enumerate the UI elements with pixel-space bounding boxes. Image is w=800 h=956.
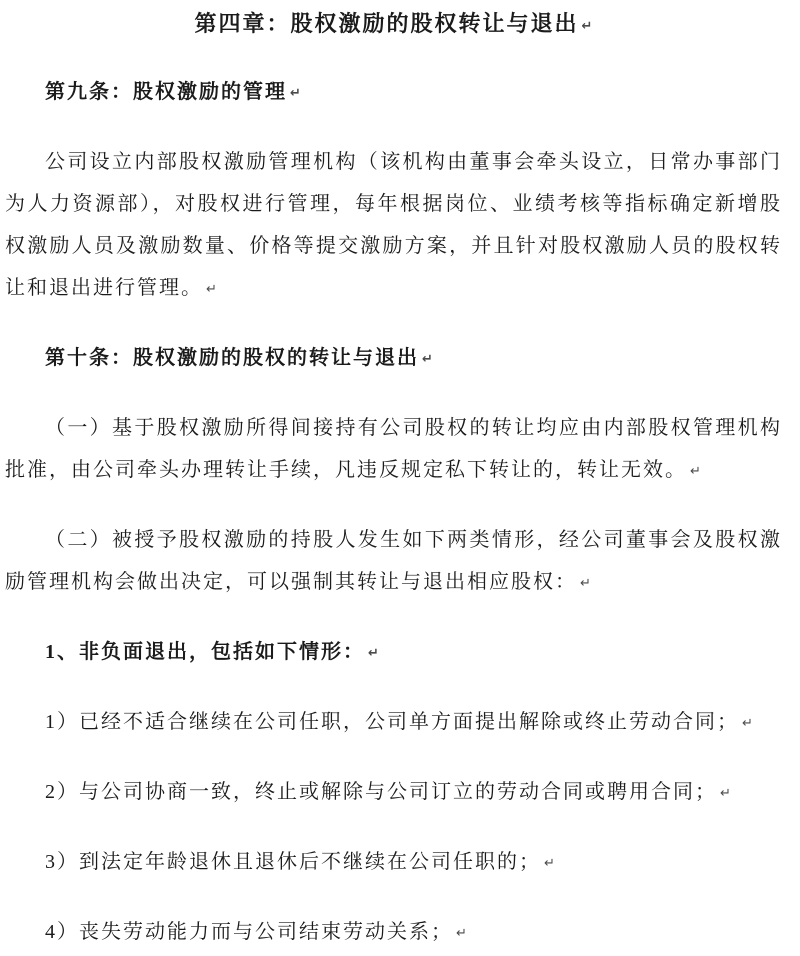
clause-2-text: （二）被授予股权激励的持股人发生如下两类情形，经公司董事会及股权激励管理机构会做出决定，可以强制其转让与退出相应股权： — [5, 529, 782, 593]
exit-item-1-text: 1）已经不适合继续在公司任职，公司单方面提出解除或终止劳动合同； — [45, 711, 739, 733]
paragraph-mark-icon: ↵ — [422, 352, 433, 367]
clause-1-text: （一）基于股权激励所得间接持有公司股权的转让均应由内部股权管理机构批准，由公司牵头办理转让手续，凡违反规定私下转让的，转让无效。 — [5, 417, 782, 481]
paragraph-mark-icon: ↵ — [742, 716, 753, 731]
paragraph-mark-icon: ↵ — [456, 926, 467, 941]
article-9-body-text: 公司设立内部股权激励管理机构（该机构由董事会牵头设立，日常办事部门为人力资源部），对股权进行管理，每年根据岗位、业绩考核等指标确定新增股权激励人员及激励数量、价格等提交激励方案，并且针对股权激励人员的股权转让和退出进行管理。 — [5, 151, 782, 299]
paragraph-mark-icon: ↵ — [290, 86, 301, 101]
paragraph-mark-icon: ↵ — [720, 786, 731, 801]
article-9-heading — [5, 71, 782, 116]
article-9-heading-text: 第九条：股权激励的管理 — [45, 81, 287, 103]
exit-item-4 — [5, 911, 782, 956]
exit-item-2 — [5, 771, 782, 816]
chapter-title — [5, 3, 782, 49]
non-negative-exit-heading — [5, 631, 782, 676]
paragraph-mark-icon: ↵ — [544, 856, 555, 871]
paragraph-mark-icon: ↵ — [580, 576, 591, 591]
chapter-title-text: 第四章：股权激励的股权转让与退出 — [194, 11, 579, 36]
exit-item-3 — [5, 841, 782, 886]
exit-item-2-text: 2）与公司协商一致，终止或解除与公司订立的劳动合同或聘用合同； — [45, 781, 717, 803]
paragraph-mark-icon: ↵ — [206, 282, 217, 297]
non-negative-exit-heading-text: 1、非负面退出，包括如下情形： — [45, 641, 365, 663]
exit-item-1 — [5, 701, 782, 746]
exit-item-4-text: 4）丧失劳动能力而与公司结束劳动关系； — [45, 921, 453, 943]
article-9-body-paragraph — [5, 141, 782, 312]
paragraph-mark-icon: ↵ — [690, 464, 701, 479]
article-10-heading — [5, 337, 782, 382]
paragraph-mark-icon: ↵ — [581, 19, 593, 34]
article-10-heading-text: 第十条：股权激励的股权的转让与退出 — [45, 347, 419, 369]
clause-1-paragraph — [5, 407, 782, 494]
exit-item-3-text: 3）到法定年龄退休且退休后不继续在公司任职的； — [45, 851, 541, 873]
clause-2-paragraph — [5, 519, 782, 606]
paragraph-mark-icon: ↵ — [368, 646, 379, 661]
